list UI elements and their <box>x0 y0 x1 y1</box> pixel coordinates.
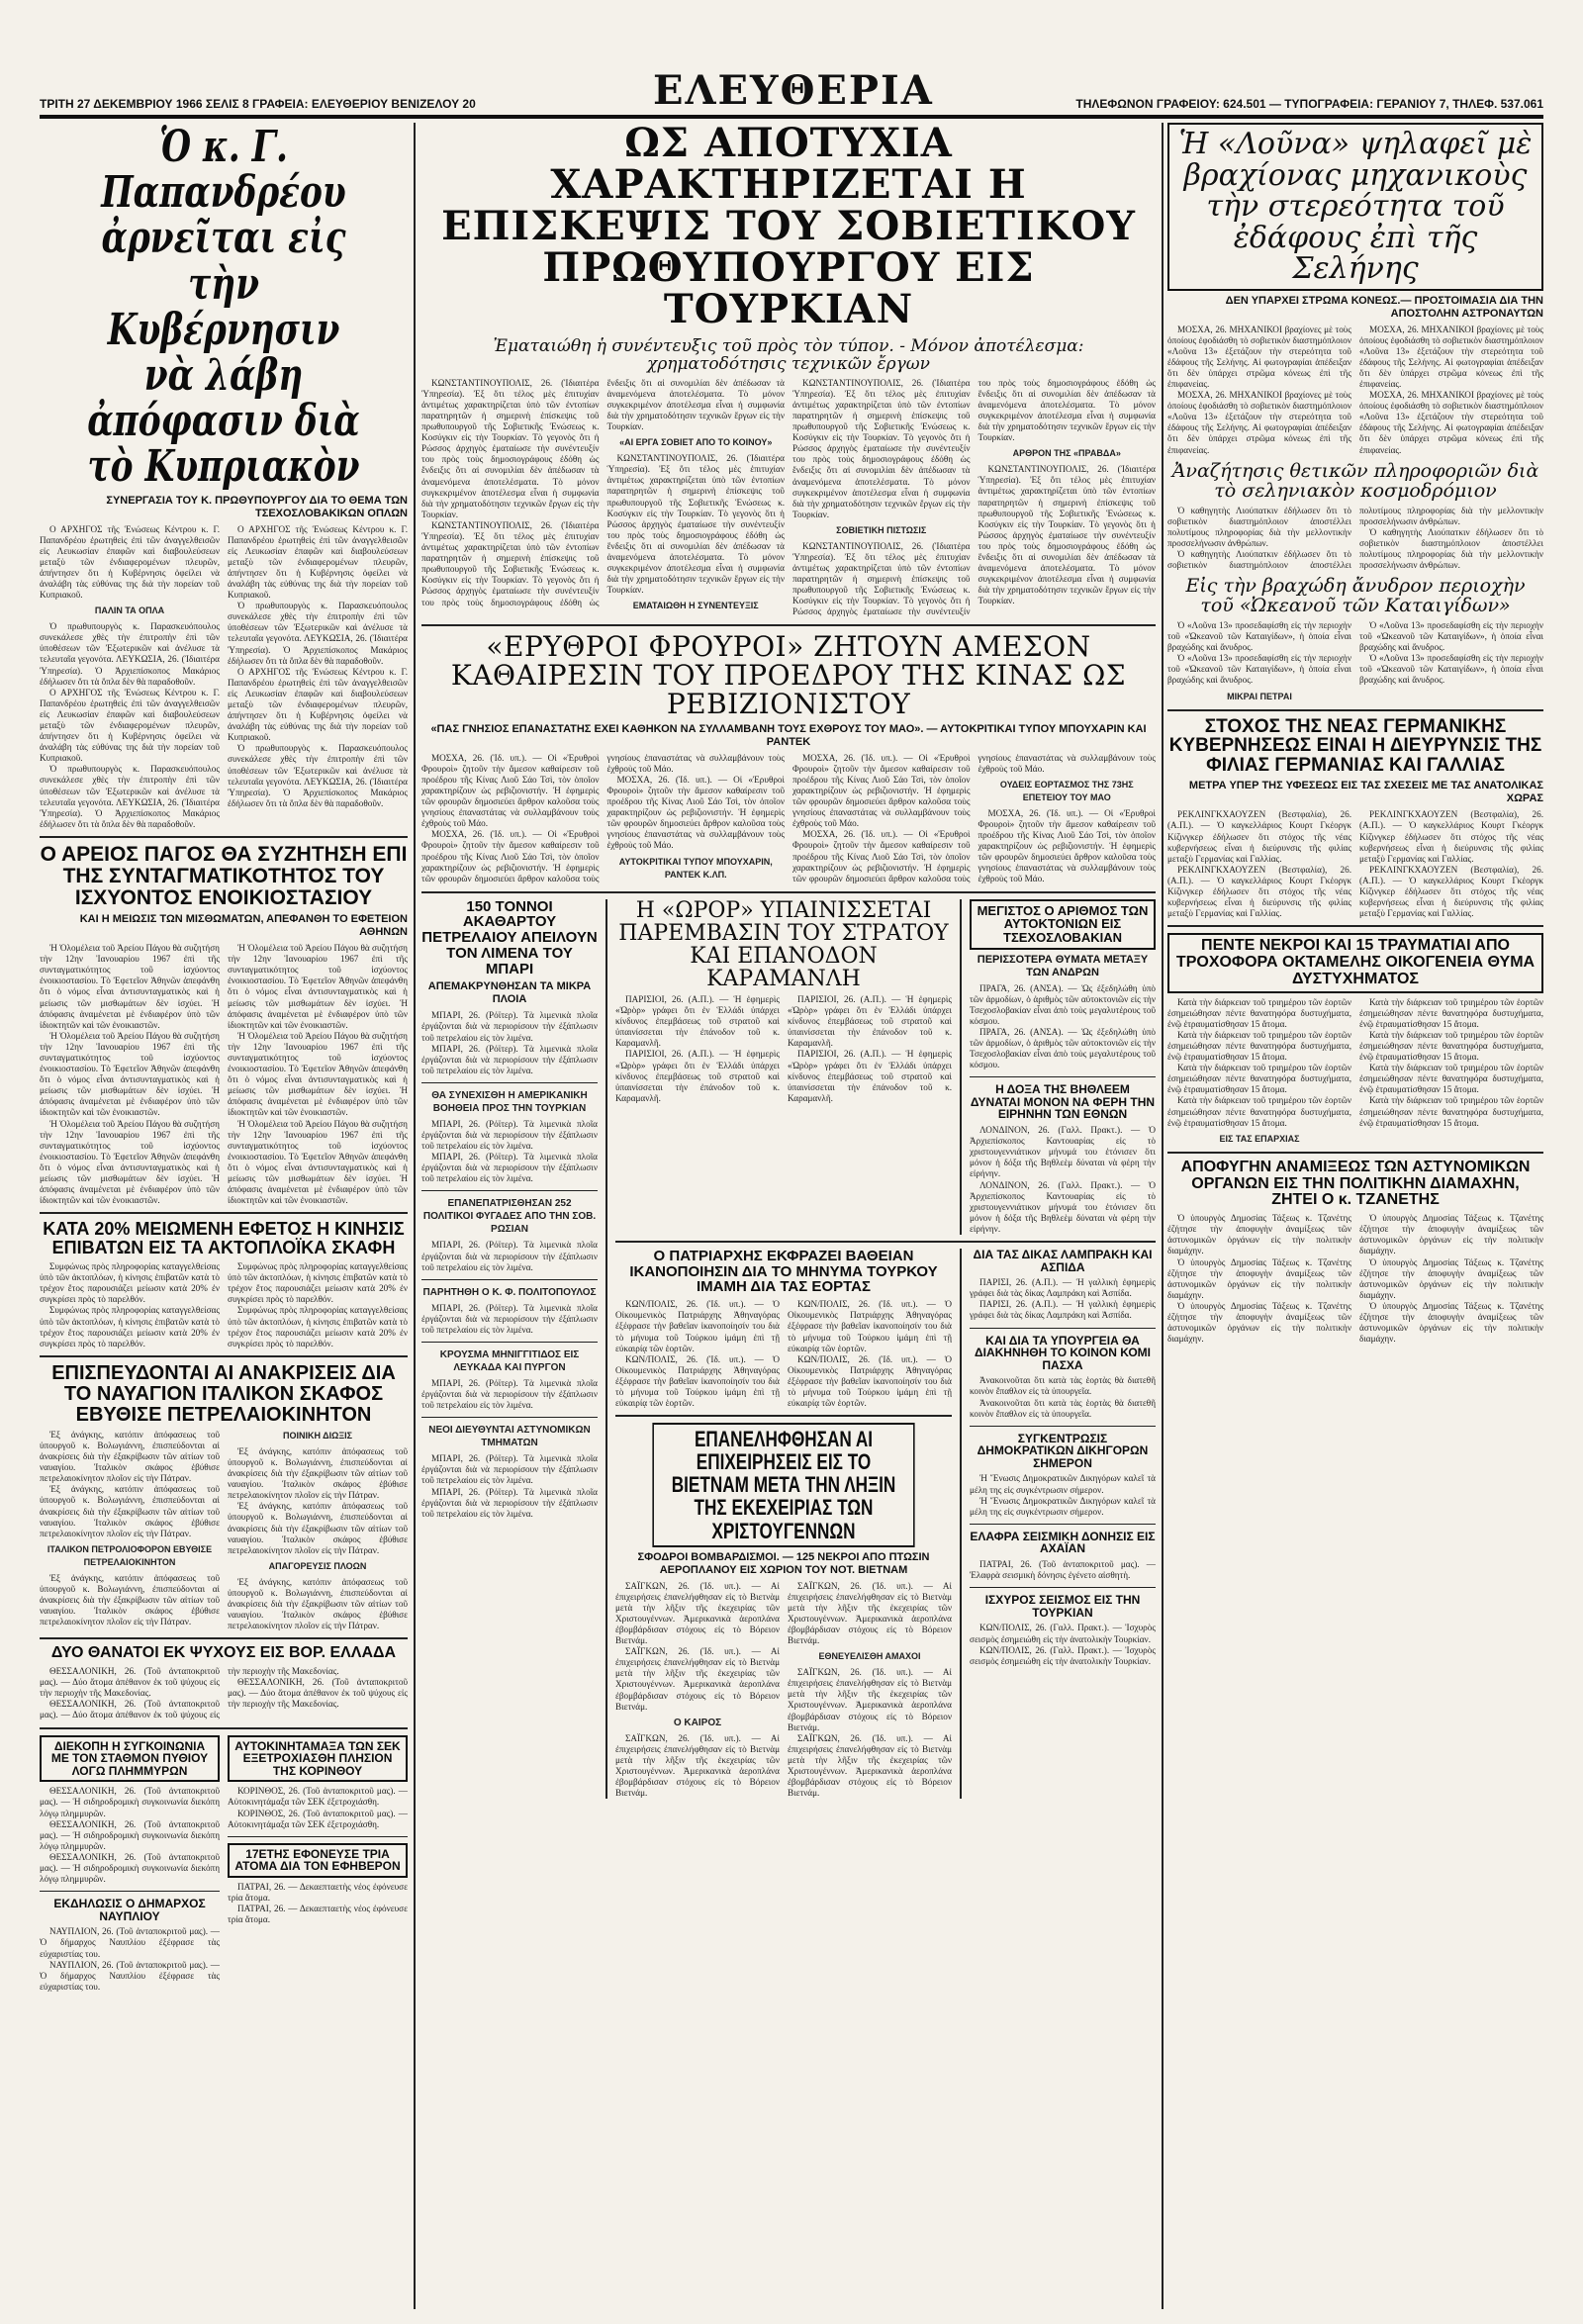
headline-ministries: ΚΑΙ ΔΙΑ ΤΑ ΥΠΟΥΡΓΕΙΑ ΘΑ ΔΙΑΚΗΝΗΘΗ ΤΟ ΚΟΙΝΟΝ ΚΟΜΙ ΠΑΣΧΑ <box>975 1333 1151 1372</box>
divider <box>228 1836 408 1837</box>
article-storms-ocean <box>1167 620 1543 703</box>
article-kosygin-p6: ΚΩΝΣΤΑΝΤΙΝΟΥΠΟΛΙΣ, 26. (Ἰδιαιτέρα Ὑπηρεσία). Ἐξ ὅτι τέλος μὲς ἐπιτυχίαν ἀντιμέτως χαρακτηρίζεται ὑπὸ τῶν ἐντοπίων παρατηρητῶν ἡ σημερινὴ ἐπίσκεψις τοῦ πρωθυπουργοῦ τῆς Σοβιετικῆς Ἑνώσεως κ. Κοσύγκιν εἰς τὴν Τουρκίαν. Τὸ γεγονὸς ὅτι ἡ Ρώσσος ἀρχηγὸς ἐματαίωσε τὴν συνέντευξίν του πρὸς τοὺς δημοσιογράφους ἐδόθη ὡς ἕνδειξις ὅτι αἱ συνομιλίαι δὲν ἀπέδωσαν τὰ ἀναμενόμενα ἀποτελέσματα. Τὸ μόνον συγκεκριμένον ἀποτέλεσμα εἶναι ἡ συμφωνία διὰ τὴν χρηματοδότησιν τεχνικῶν ἔργων εἰς τὴν Τουρκίαν. <box>978 464 1156 606</box>
article-bethlehem <box>970 1125 1156 1235</box>
article-storms-ocean-p1: Ὁ «Λοῦνα 13» προσεδαφίσθη εἰς τὴν περιοχὴν τοῦ «Ὠκεανοῦ τῶν Καταιγίδων», ἡ ὁποία εἶναι βραχώδης καὶ ἄνυδρος. <box>1167 619 1351 653</box>
article-aurore-p4: ΠΑΡΙΣΙΟΙ, 26. (Α.Π.). — Ἡ ἐφημερὶς «Ὡρὸρ» γράφει ὅτι ἐν Ἑλλάδι ὑπάρχει κίνδυνος ἐπεμβάσεως τοῦ στρατοῦ καὶ ὑπαινίσσεται τὴν ἐπάνοδον τοῦ κ. Καραμανλῆ. <box>788 1049 952 1103</box>
article-luna-p2: ΜΟΣΧΑ, 26. ΜΗΧΑΝΙΚΟΙ βραχίονες μὲ τοὺς ὁποίους ἐφοδιάσθη τὸ σοβιετικὸν διαστημόπλοιον «Λοῦνα 13» ἐξετάζουν τὴν στερεότητα τοῦ ἐδάφους τῆς Σελήνης. Αἱ φωτογραφίαι ἀπέδειξαν ὅτι δὲν ὑπάρχει στρῶμα κόνεως ἐπὶ τῆς ἐπιφανείας. <box>1167 390 1351 455</box>
article-railcar-p2: ΚΟΡΙΝΘΟΣ, 26. (Τοῦ ἀνταποκριτοῦ μας). — Αὐτοκινητάμαξα τῶν ΣΕΚ ἐξετροχιάσθη. <box>228 1808 408 1829</box>
article-passengers-p4: Συμφώνως πρὸς πληροφορίας καταγγελθείσας ὑπὸ τῶν ἀκτοπλόων, ἡ κίνησις ἐπιβατῶν κατὰ τὸ τρέχον ἔτος παρουσιάζει μείωσιν κατὰ 20% ἐν συγκρίσει πρὸς τὸ παρελθόν. <box>228 1305 408 1348</box>
masthead-right: ΤΗΛΕΦΩΝΟΝ ΓΡΑΦΕΙΟΥ: 624.501 — ΤΥΠΟΓΡΑΦΕΙΑ: ΓΕΡΑΝΙΟΥ 7, ΤΗΛΕΦ. 537.061 <box>1075 97 1543 111</box>
divider <box>970 1524 1156 1525</box>
article-aurore-p2: ΠΑΡΙΣΙΟΙ, 26. (Α.Π.). — Ἡ ἐφημερὶς «Ὡρὸρ» γράφει ὅτι ἐν Ἑλλάδι ὑπάρχει κίνδυνος ἐπεμβάσεως τοῦ στρατοῦ καὶ ὑπαινίσσεται τὴν ἐπάνοδον τοῦ κ. Καραμανλῆ. <box>615 1049 780 1103</box>
article-patriarch-p2: ΚΩΝ/ΠΟΛΙΣ, 26. (Ἰδ. υπ.). — Ὁ Οἰκουμενικὸς Πατριάρχης Ἀθηναγόρας ἐξέφρασε τὴν βαθεῖαν ἱκανοποίησίν του διὰ τὸ μήνυμα τοῦ Τούρκου ἰμάμη ἐπὶ τῇ εὐκαιρίᾳ τῶν ἑορτῶν. <box>615 1353 780 1409</box>
article-areios-pagos-p2: Ἡ Ὁλομέλεια τοῦ Ἀρείου Πάγου θὰ συζητήση τὴν 12ην Ἰανουαρίου 1967 ἐπὶ τῆς συνταγματικότητος τοῦ ἰσχύοντος ἐνοικιοστασίου. Τὸ Ἐφετεῖον Ἀθηνῶν ἀπεφάνθη ὅτι ὁ νόμος εἶναι ἀντισυνταγματικὸς καὶ ἡ μείωσις τῶν μισθωμάτων δὲν ἰσχύει. Ἡ ἀπόφασις ἀναμένεται μὲ ἐνδιαφέρον ὑπὸ τῶν ἰδιοκτητῶν καὶ τῶν ἐνοικιαστῶν. <box>40 1030 220 1118</box>
divider <box>40 1727 408 1729</box>
article-papandreou-p3: Ο ΑΡΧΗΓΟΣ τῆς Ἑνώσεως Κέντρου κ. Γ. Παπανδρέου ἐρωτηθεὶς ἐπὶ τῶν ἀναγγελθεισῶν εἰς Λευκωσίαν ἐπαφῶν καὶ διαβουλεύσεων μεταξὺ τῶν ἐνδιαφερομένων πλευρῶν, ἀπήντησεν ὅτι ἡ Κυβέρνησις ὀφείλει νὰ ἀναλάβη τὰς εὐθύνας της διὰ τὴν πορείαν τοῦ Κυπριακοῦ. <box>40 687 220 764</box>
article-areios-pagos-p5: Ἡ Ὁλομέλεια τοῦ Ἀρείου Πάγου θὰ συζητήση τὴν 12ην Ἰανουαρίου 1967 ἐπὶ τῆς συνταγματικότητος τοῦ ἰσχύοντος ἐνοικιοστασίου. Τὸ Ἐφετεῖον Ἀθηνῶν ἀπεφάνθη ὅτι ὁ νόμος εἶναι ἀντισυνταγματικὸς καὶ ἡ μείωσις τῶν μισθωμάτων δὲν ἰσχύει. Ἡ ἀπόφασις ἀναμένεται μὲ ἐνδιαφέρον ὑπὸ τῶν ἰδιοκτητῶν καὶ τῶν ἐνοικιαστῶν. <box>228 1030 408 1118</box>
subhead-papandreou: ΣΥΝΕΡΓΑΣΙΑ ΤΟΥ Κ. ΠΡΩΘΥΠΟΥΡΓΟΥ ΔΙΑ ΤΟ ΘΕΜΑ ΤΩΝ ΤΣΕΧΟΣΛΟΒΑΚΙΚΩΝ ΟΠΛΩΝ <box>106 494 408 519</box>
headline-traffic-deaths: ΠΕΝΤΕ ΝΕΚΡΟΙ ΚΑΙ 15 ΤΡΑΥΜΑΤΙΑΙ ΑΠΟ ΤΡΟΧΟΦΟΡΑ ΟΚΤΑΜΕΛΗΣ ΟΙΚΟΓΕΝΕΙΑ ΘΥΜΑ ΔΥΣΤΥΧΗΜΑΤΟΣ <box>1167 933 1543 992</box>
article-bethlehem-p1: ΛΟΝΔΙΝΟΝ, 26. (Γαλλ. Πρακτ.). — Ὁ Ἀρχιεπίσκοπος Καντουαρίας εἰς τὸ χριστουγεννιάτικον μήνυμά του ἐτόνισεν ὅτι μόνον ἡ δόξα τῆς Βηθλεὲμ δύναται νὰ φέρη τὴν εἰρήνην. <box>970 1125 1156 1179</box>
article-aurore-p1: ΠΑΡΙΣΙΟΙ, 26. (Α.Π.). — Ἡ ἐφημερὶς «Ὡρὸρ» γράφει ὅτι ἐν Ἑλλάδι ὑπάρχει κίνδυνος ἐπεμβάσεως τοῦ στρατοῦ καὶ ὑπαινίσσεται τὴν ἐπάνοδον τοῦ κ. Καραμανλῆ. <box>615 993 780 1049</box>
subhead-areios-pagos: ΚΑΙ Η ΜΕΙΩΣΙΣ ΤΩΝ ΜΙΣΘΩΜΑΤΩΝ, ΑΠΕΦΑΝΘΗ ΤΟ ΕΦΕΤΕΙΟΝ ΑΘΗΝΩΝ <box>79 913 408 939</box>
article-ministries <box>970 1375 1156 1419</box>
article-bethlehem-p2: ΛΟΝΔΙΝΟΝ, 26. (Γαλλ. Πρακτ.). — Ὁ Ἀρχιεπίσκοπος Καντουαρίας εἰς τὸ χριστουγεννιάτικον μήνυμά του ἐτόνισεν ὅτι μόνον ἡ δόξα τῆς Βηθλεὲμ δύναται νὰ φέρη τὴν εἰρήνην. <box>970 1179 1156 1234</box>
subhead-provinces: ΕΙΣ ΤΑΣ ΕΠΑΡΧΙΑΣ <box>1219 1133 1300 1144</box>
headline-patriarch: Ο ΠΑΤΡΙΑΡΧΗΣ ΕΚΦΡΑΖΕΙ ΒΑΘΕΙΑΝ ΙΚΑΝΟΠΟΙΗΣΙΝ ΔΙΑ ΤΟ ΜΗΝΥΜΑ ΤΟΥΡΚΟΥ ΙΜΑΜΗ ΔΙΑ ΤΑΣ ΕΟΡΤΑΣ <box>629 1247 938 1296</box>
col4-lower <box>970 1249 1156 1799</box>
subhead-small-stones: ΜΙΚΡΑΙ ΠΕΤΡΑΙ <box>1227 691 1292 701</box>
article-papandreou-p2: Ὁ πρωθυπουργὸς κ. Παρασκευόπουλος συνεκάλεσε χθὲς τὴν ἐπιτροπὴν ἐπὶ τῶν ὑποθέσεων τῶν Ἐξωτερικῶν καὶ ἀνέλυσε τὰ τελευταῖα γεγονότα. ΛΕΥΚΩΣΙΑ, 26. (Ἰδιαιτέρα Ὑπηρεσία). Ὁ Ἀρχιεπίσκοπος Μακάριος ἐδήλωσεν ὅτι τὰ ὅπλα δὲν θὰ παραδοθοῦν. <box>40 621 220 687</box>
article-traffic-deaths-p5: Κατὰ τὴν διάρκειαν τοῦ τριημέρου τῶν ἑορτῶν ἐσημειώθησαν πέντε θανατηφόρα δυστυχήματα, ἐνῷ ἐτραυματίσθησαν 15 ἄτομα. <box>1359 996 1543 1029</box>
article-areios-pagos-p1: Ἡ Ὁλομέλεια τοῦ Ἀρείου Πάγου θὰ συζητήση τὴν 12ην Ἰανουαρίου 1967 ἐπὶ τῆς συνταγματικότητος τοῦ ἰσχύοντος ἐνοικιοστασίου. Τὸ Ἐφετεῖον Ἀθηνῶν ἀπεφάνθη ὅτι ὁ νόμος εἶναι ἀντισυνταγματικὸς καὶ ἡ μείωσις τῶν μισθωμάτων δὲν ἰσχύει. Ἡ ἀπόφασις ἀναμένεται μὲ ἐνδιαφέρον ὑπὸ τῶν ἰδιοκτητῶν καὶ τῶν ἐνοικιαστῶν. <box>40 943 220 1030</box>
divider <box>421 891 1156 893</box>
article-german-govt-p4: ΡΕΚΛΙΝΓΚΧΑΟΥΖΕΝ (Βεστφαλία), 26. (Α.Π.). — Ὁ καγκελλάριος Κουρτ Γκέοργκ Κίζινγκερ ἐδήλωσεν ὅτι στόχος τῆς νέας κυβερνήσεως εἶναι ἡ διεύρυνσις τῆς φιλίας μεταξὺ Γερμανίας καὶ Γαλλίας. <box>1359 864 1543 919</box>
divider <box>421 1342 598 1343</box>
article-floods <box>40 1786 220 1885</box>
article-vietnam-p3: ΣΑΪΓΚΩΝ, 26. (Ἰδ. υπ.). — Αἱ ἐπιχειρήσεις ἐπανελήφθησαν εἰς τὸ Βιετνὰμ μετὰ τὴν λῆξιν τῆς ἐκεχειρίας τῶν Χριστουγέννων. Ἀμερικανικὰ ἀεροπλάνα ἐβομβάρδισαν στόχους εἰς τὸ Βόρειον Βιετνάμ. <box>615 1732 780 1799</box>
headline-cold-deaths: ΔΥΟ ΘΑΝΑΤΟΙ ΕΚ ΨΥΧΟΥΣ ΕΙΣ ΒΟΡ. ΕΛΛΑΔΑ <box>50 1644 397 1662</box>
article-bari-oil <box>421 1010 598 1520</box>
newspaper-title: ΕΛΕΥΘΕΡΙΑ <box>653 67 934 114</box>
masthead-rule <box>40 115 1543 119</box>
article-luna-p4: ΜΟΣΧΑ, 26. ΜΗΧΑΝΙΚΟΙ βραχίονες μὲ τοὺς ὁποίους ἐφοδιάσθη τὸ σοβιετικὸν διαστημόπλοιον «Λοῦνα 13» ἐξετάζουν τὴν στερεότητα τοῦ ἐδάφους τῆς Σελήνης. Αἱ φωτογραφίαι ἀπέδειξαν ὅτι δὲν ὑπάρχει στρῶμα κόνεως ἐπὶ τῆς ἐπιφανείας. <box>1359 390 1543 455</box>
column-center <box>421 123 1156 2309</box>
article-vietnam-p6: ΣΑΪΓΚΩΝ, 26. (Ἰδ. υπ.). — Αἱ ἐπιχειρήσεις ἐπανελήφθησαν εἰς τὸ Βιετνὰμ μετὰ τὴν λῆξιν τῆς ἐκεχειρίας τῶν Χριστουγέννων. Ἀμερικανικὰ ἀεροπλάνα ἐβομβάρδισαν στόχους εἰς τὸ Βόρειον Βιετνάμ. <box>788 1732 952 1799</box>
subhead-soviet-credit: ΣΟΒΙΕΤΙΚΗ ΠΙΣΤΩΣΙΣ <box>836 524 927 535</box>
column-rule-center <box>605 899 607 1800</box>
headline-bari-oil: 150 ΤΟΝΝΟΙ ΑΚΑΘΑΡΤΟΥ ΠΕΤΡΕΛΑΙΟΥ ΑΠΕΙΛΟΥΝ ΤΟΝ ΛΙΜΕΝΑ ΤΟΥ ΜΠΑΡΙ <box>421 897 598 977</box>
article-vietnam-p2: ΣΑΪΓΚΩΝ, 26. (Ἰδ. υπ.). — Αἱ ἐπιχειρήσεις ἐπανελήφθησαν εἰς τὸ Βιετνὰμ μετὰ τὴν λῆξιν τῆς ἐκεχειρίας τῶν Χριστουγέννων. Ἀμερικανικὰ ἀεροπλάνα ἐβομβάρδισαν στόχους εἰς τὸ Βόρειον Βιετνάμ. <box>615 1646 780 1712</box>
headline-suicides: ΜΕΓΙΣΤΟΣ Ο ΑΡΙΘΜΟΣ ΤΩΝ ΑΥΤΟΚΤΟΝΙΩΝ ΕΙΣ ΤΣΕΧΟΣΛΟΒΑΚΙΑΝ <box>970 899 1156 950</box>
article-suicides-p1: ΠΡΑΓΑ, 26. (ΑΝΣΑ). — Ὡς ἐξεδηλώθη ὑπὸ τῶν ἀρμοδίων, ὁ ἀριθμὸς τῶν αὐτοκτονιῶν εἰς τὴν Τσεχοσλοβακίαν εἶναι ἀπὸ τοὺς μεγαλυτέρους τοῦ κόσμου. <box>970 982 1156 1026</box>
article-kosygin-p1: ΚΩΝΣΤΑΝΤΙΝΟΥΠΟΛΙΣ, 26. (Ἰδιαιτέρα Ὑπηρεσία). Ἐξ ὅτι τέλος μὲς ἐπιτυχίαν ἀντιμέτως χαρακτηρίζεται ὑπὸ τῶν ἐντοπίων παρατηρητῶν ἡ σημερινὴ ἐπίσκεψις τοῦ πρωθυπουργοῦ τῆς Σοβιετικῆς Ἑνώσεως κ. Κοσύγκιν εἰς τὴν Τουρκίαν. Τὸ γεγονὸς ὅτι ἡ Ρώσσος ἀρχηγὸς ἐματαίωσε τὴν συνέντευξίν του πρὸς τοὺς δημοσιογράφους ἐδόθη ὡς ἕνδειξις ὅτι αἱ συνομιλίαι δὲν ἀπέδωσαν τὰ ἀναμενόμενα ἀποτελέσματα. Τὸ μόνον συγκεκριμένον ἀποτέλεσμα εἶναι ἡ συμφωνία διὰ τὴν χρηματοδότησιν τεχνικῶν ἔργων εἰς τὴν Τουρκίαν. <box>421 377 600 519</box>
article-lawyers <box>970 1473 1156 1517</box>
subhead-ban: ΑΠΑΓΟΡΕΥΣΙΣ ΠΛΟΩΝ <box>268 1560 367 1571</box>
article-resignation-p1: ΜΠΑΡΙ, 26. (Ρόϊτερ). Τὰ λιμενικὰ πλοῖα ἐργάζονται διὰ νὰ περιορίσουν τὴν ἐξάπλωσιν τοῦ πετρελαίου εἰς τὸν λιμένα. <box>421 1302 598 1335</box>
article-lunar-info-p1: Ὁ καθηγητὴς Λιούπατκιν ἐδήλωσεν ὅτι τὸ σοβιετικὸν διαστημόπλοιον ἀποστέλλει πολυτίμους πληροφορίας διὰ τὴν μελλοντικὴν προσσελήνωσιν ἀνθρώπων. <box>1167 505 1351 548</box>
subhead-bari-oil: ΑΠΕΜΑΚΡΥΝΘΗΣΑΝ ΤΑ ΜΙΚΡΑ ΠΛΟΙΑ <box>427 980 592 1006</box>
column-rule-inner <box>960 899 962 1235</box>
article-storms-ocean-p4: Ὁ «Λοῦνα 13» προσεδαφίσθη εἰς τὴν περιοχὴν τοῦ «Ὠκεανοῦ τῶν Καταιγίδων», ἡ ὁποία εἶναι βραχώδης καὶ ἄνυδρος. <box>1359 653 1543 686</box>
article-vietnam <box>615 1581 952 1800</box>
article-quake-turkey-p2: ΚΩΝ/ΠΟΛΙΣ, 26. (Γαλλ. Πρακτ.). — Ἰσχυρὸς σεισμὸς ἐσημειώθη εἰς τὴν ἀνατολικὴν Τουρκίαν. <box>970 1644 1156 1666</box>
headline-nafplio: ΕΚΔΗΛΩΣΙΣ Ο ΔΗΜΑΡΧΟΣ ΝΑΥΠΛΙΟΥ <box>53 1897 206 1923</box>
article-kosygin-p5: ΚΩΝΣΤΑΝΤΙΝΟΥΠΟΛΙΣ, 26. (Ἰδιαιτέρα Ὑπηρεσία). Ἐξ ὅτι τέλος μὲς ἐπιτυχίαν ἀντιμέτως χαρακτηρίζεται ὑπὸ τῶν ἐντοπίων παρατηρητῶν ἡ σημερινὴ ἐπίσκεψις τοῦ πρωθυπουργοῦ τῆς Σοβιετικῆς Ἑνώσεως κ. Κοσύγκιν εἰς τὴν Τουρκίαν. Τὸ γεγονὸς ὅτι ἡ Ρώσσος ἀρχηγὸς ἐματαίωσε τὴν συνέντευξίν του πρὸς τοὺς δημοσιογράφους ἐδόθη ὡς ἕνδειξις ὅτι αἱ συνομιλίαι δὲν ἀπέδωσαν τὰ ἀναμενόμενα ἀποτελέσματα. Τὸ μόνον συγκεκριμένον ἀποτέλεσμα εἶναι ἡ συμφωνία διὰ τὴν χρηματοδότησιν τεχνικῶν ἔργων εἰς τὴν Τουρκίαν. <box>792 377 1156 617</box>
article-shipwreck-p5: Ἐξ ἀνάγκης, κατόπιν ἀπόφασεως τοῦ ὑπουργοῦ κ. Βολωγιάννη, ἐπισπεύδονται αἱ ἀνακρίσεις διὰ τὴν ἐξακρίβωσιν τῶν αἰτίων τοῦ ναυαγίου. Ἰταλικὸν σκάφος ἐβύθισε πετρελαιοκίνητον πλοῖον εἰς τὴν Πάτραν. <box>228 1501 408 1555</box>
divider <box>421 1417 598 1418</box>
subhead-pravda: ΑΡΘΡΟΝ ΤΗΣ «ΠΡΑΒΔΑ» <box>1012 448 1121 459</box>
headline-storms-ocean: Εἰς τὴν βραχώδη ἄνυδρον περιοχὴν τοῦ «Ὠκεανοῦ τῶν Καταιγίδων» <box>1185 575 1526 616</box>
article-traffic-deaths-p6: Κατὰ τὴν διάρκειαν τοῦ τριημέρου τῶν ἑορτῶν ἐσημειώθησαν πέντε θανατηφόρα δυστυχήματα, ἐνῷ ἐτραυματίσθησαν 15 ἄτομα. <box>1359 1029 1543 1063</box>
column-left <box>40 123 408 2309</box>
headline-lunar-info: Ἀναζήτησις θετικῶν πληροφοριῶν διὰ τὸ σεληνιακὸν κοσμοδρόμιον <box>1171 459 1539 502</box>
article-vietnam-p1: ΣΑΪΓΚΩΝ, 26. (Ἰδ. υπ.). — Αἱ ἐπιχειρήσεις ἐπανελήφθησαν εἰς τὸ Βιετνὰμ μετὰ τὴν λῆξιν τῆς ἐκεχειρίας τῶν Χριστουγέννων. Ἀμερικανικὰ ἀεροπλάνα ἐβομβάρδισαν στόχους εἰς τὸ Βόρειον Βιετνάμ. <box>615 1580 780 1646</box>
article-ministries-p1: Ἀνακοινοῦται ὅτι κατὰ τὰς ἑορτὰς θὰ διατεθῆ κοινὸν ἔπαθλον εἰς τὰ ὑπουργεῖα. <box>970 1375 1156 1397</box>
article-floods-p1: ΘΕΣΣΑΛΟΝΙΚΗ, 26. (Τοῦ ἀνταποκριτοῦ μας). — Ἡ σιδηροδρομικὴ συγκοινωνία διεκόπη λόγῳ πλημμυρῶν. <box>40 1786 220 1818</box>
article-us-aid-p2: ΜΠΑΡΙ, 26. (Ρόϊτερ). Τὰ λιμενικὰ πλοῖα ἐργάζονται διὰ νὰ περιορίσουν τὴν ἐξάπλωσιν τοῦ πετρελαίου εἰς τὸν λιμένα. <box>421 1152 598 1184</box>
article-passengers-p1: Συμφώνως πρὸς πληροφορίας καταγγελθείσας ὑπὸ τῶν ἀκτοπλόων, ἡ κίνησις ἐπιβατῶν κατὰ τὸ τρέχον ἔτος παρουσιάζει μείωσιν κατὰ 20% ἐν συγκρίσει πρὸς τὸ παρελθόν. <box>40 1261 220 1305</box>
article-nafplio <box>40 1926 220 1993</box>
article-meningitis-p1: ΜΠΑΡΙ, 26. (Ρόϊτερ). Τὰ λιμενικὰ πλοῖα ἐργάζονται διὰ νὰ περιορίσουν τὴν ἐξάπλωσιν τοῦ πετρελαίου εἰς τὸν λιμένα. <box>421 1378 598 1411</box>
article-areios-pagos <box>40 943 408 1206</box>
article-passengers-p3: Συμφώνως πρὸς πληροφορίας καταγγελθείσας ὑπὸ τῶν ἀκτοπλόων, ἡ κίνησις ἐπιβατῶν κατὰ τὸ τρέχον ἔτος παρουσιάζει μείωσιν κατὰ 20% ἐν συγκρίσει πρὸς τὸ παρελθόν. <box>228 1261 408 1305</box>
center-lower-split <box>421 899 1156 1800</box>
article-tzanetis-p3: Ὁ ὑπουργὸς Δημοσίας Τάξεως κ. Τζανέτης ἐζήτησε τὴν ἀποφυγὴν ἀναμίξεως τῶν ἀστυνομικῶν ὀργάνων εἰς τὴν πολιτικὴν διαμάχην. <box>1167 1300 1351 1345</box>
divider <box>615 1241 1156 1243</box>
article-patriarch-p3: ΚΩΝ/ΠΟΛΙΣ, 26. (Ἰδ. υπ.). — Ὁ Οἰκουμενικὸς Πατριάρχης Ἀθηναγόρας ἐξέφρασε τὴν βαθεῖαν ἱκανοποίησίν του διὰ τὸ μήνυμα τοῦ Τούρκου ἰμάμη ἐπὶ τῇ εὐκαιρίᾳ τῶν ἑορτῶν. <box>788 1299 952 1353</box>
article-kosygin <box>421 378 1156 618</box>
col4-top <box>970 899 1156 1235</box>
center-lower-right <box>615 899 1156 1800</box>
article-kosygin-p4: ΚΩΝΣΤΑΝΤΙΝΟΥΠΟΛΙΣ, 26. (Ἰδιαιτέρα Ὑπηρεσία). Ἐξ ὅτι τέλος μὲς ἐπιτυχίαν ἀντιμέτως χαρακτηρίζεται ὑπὸ τῶν ἐντοπίων παρατηρητῶν ἡ σημερινὴ ἐπίσκεψις τοῦ πρωθυπουργοῦ τῆς Σοβιετικῆς Ἑνώσεως κ. Κοσύγκιν εἰς τὴν Τουρκίαν. Τὸ γεγονὸς ὅτι ἡ Ρώσσος ἀρχηγὸς ἐματαίωσε τὴν συνέντευξίν του πρὸς τοὺς δημοσιογράφους ἐδόθη ὡς ἕνδειξις ὅτι αἱ συνομιλίαι δὲν ἀπέδωσαν τὰ ἀναμενόμενα ἀποτελέσματα. Τὸ μόνον συγκεκριμένον ἀποτέλεσμα εἶναι ἡ συμφωνία διὰ τὴν χρηματοδότησιν τεχνικῶν ἔργων εἰς τὴν Τουρκίαν. <box>792 377 971 519</box>
railcar-block <box>228 1735 408 1993</box>
subhead-self-criticism: ΑΥΤΟΚΡΙΤΙΚΑΙ ΤΥΠΟΥ ΜΠΟΥΧΑΡΙΝ, ΡΑΝΤΕΚ Κ.ΛΠ. <box>618 856 773 880</box>
subhead-vietnam: ΣΦΟΔΡΟΙ ΒΟΜΒΑΡΔΙΣΜΟΙ. — 125 ΝΕΚΡΟΙ ΑΠΟ ΠΤΩΣΙΝ ΑΕΡΟΠΛΑΝΟΥ ΕΙΣ ΧΩΡΙΟΝ ΤΟΥ ΝΟΤ. ΒΙΕΤΝΑΜ <box>637 1550 930 1576</box>
subhead-suicides: ΠΕΡΙΣΣΟΤΕΡΑ ΘΥΜΑΤΑ ΜΕΤΑΞΥ ΤΩΝ ΑΝΔΡΩΝ <box>977 953 1149 978</box>
divider <box>40 1637 408 1639</box>
article-patriarch-p1: ΚΩΝ/ΠΟΛΙΣ, 26. (Ἰδ. υπ.). — Ὁ Οἰκουμενικὸς Πατριάρχης Ἀθηναγόρας ἐξέφρασε τὴν βαθεῖαν ἱκανοποίησίν του διὰ τὸ μήνυμα τοῦ Τούρκου ἰμάμη ἐπὶ τῇ εὐκαιρίᾳ τῶν ἑορτῶν. <box>615 1299 780 1353</box>
article-cold-deaths-p2: ΘΕΣΣΑΛΟΝΙΚΗ, 26. (Τοῦ ἀνταποκριτοῦ μας). — Δύο ἄτομα ἀπέθανον ἐκ τοῦ ψύχους εἰς τὴν περιοχὴν τῆς Μακεδονίας. <box>40 1666 339 1720</box>
article-german-govt-p2: ΡΕΚΛΙΝΓΚΧΑΟΥΖΕΝ (Βεστφαλία), 26. (Α.Π.). — Ὁ καγκελλάριος Κουρτ Γκέοργκ Κίζινγκερ ἐδήλωσεν ὅτι στόχος τῆς νέας κυβερνήσεως εἶναι ἡ διεύρυνσις τῆς φιλίας μεταξὺ Γερμανίας καὶ Γαλλίας. <box>1167 864 1351 919</box>
aurore-block <box>615 899 952 1235</box>
article-aurore <box>615 994 952 1104</box>
article-cold-deaths <box>40 1666 408 1720</box>
headline-areios-pagos: Ο ΑΡΕΙΟΣ ΠΑΓΟΣ ΘΑ ΣΥΖΗΤΗΣΗ ΕΠΙ ΤΗΣ ΣΥΝΤΑΓΜΑΤΙΚΟΤΗΤΟΣ ΤΟΥ ΙΣΧΥΟΝΤΟΣ ΕΝΟΙΚΙΟΣΤΑΣΙΟΥ <box>40 842 408 910</box>
article-german-govt-p1: ΡΕΚΛΙΝΓΚΧΑΟΥΖΕΝ (Βεστφαλία), 26. (Α.Π.). — Ὁ καγκελλάριος Κουρτ Γκέοργκ Κίζινγκερ ἐδήλωσεν ὅτι στόχος τῆς νέας κυβερνήσεως εἶναι ἡ διεύρυνσις τῆς φιλίας μεταξὺ Γερμανίας καὶ Γαλλίας. <box>1167 809 1351 864</box>
article-papandreou-p8: Ὁ πρωθυπουργὸς κ. Παρασκευόπουλος συνεκάλεσε χθὲς τὴν ἐπιτροπὴν ἐπὶ τῶν ὑποθέσεων τῶν Ἐξωτερικῶν καὶ ἀνέλυσε τὰ τελευταῖα γεγονότα. ΛΕΥΚΩΣΙΑ, 26. (Ἰδιαιτέρα Ὑπηρεσία). Ὁ Ἀρχιεπίσκοπος Μακάριος ἐδήλωσεν ὅτι τὰ ὅπλα δὲν θὰ παραδοθοῦν. <box>228 743 408 808</box>
subhead-prosecution: ΠΟΙΝΙΚΗ ΔΙΩΞΙΣ <box>282 1430 353 1441</box>
article-luna-p1: ΜΟΣΧΑ, 26. ΜΗΧΑΝΙΚΟΙ βραχίονες μὲ τοὺς ὁποίους ἐφοδιάσθη τὸ σοβιετικὸν διαστημόπλοιον «Λοῦνα 13» ἐξετάζουν τὴν στερεότητα τοῦ ἐδάφους τῆς Σελήνης. Αἱ φωτογραφίαι ἀπέδειξαν ὅτι δὲν ὑπάρχει στρῶμα κόνεως ἐπὶ τῆς ἐπιφανείας. <box>1167 324 1351 389</box>
headline-papandreou: Ὁ κ. Γ. Παπανδρέου ἀρνεῖται εἰς τὴν Κυβέρνησιν νὰ λάβη ἀπόφασιν διὰ τὸ Κυπριακὸν <box>87 123 360 493</box>
article-police-directors-p1: ΜΠΑΡΙ, 26. (Ρόϊτερ). Τὰ λιμενικὰ πλοῖα ἐργάζονται διὰ νὰ περιορίσουν τὴν ἐξάπλωσιν τοῦ πετρελαίου εἰς τὸν λιμένα. <box>421 1453 598 1486</box>
center-lower-right-mid <box>615 1249 1156 1799</box>
article-lawyers-p2: Ἡ Ἕνωσις Δημοκρατικῶν Δικηγόρων καλεῖ τὰ μέλη της εἰς συγκέντρωσιν σήμερον. <box>970 1495 1156 1517</box>
article-kosygin-p2: ΚΩΝΣΤΑΝΤΙΝΟΥΠΟΛΙΣ, 26. (Ἰδιαιτέρα Ὑπηρεσία). Ἐξ ὅτι τέλος μὲς ἐπιτυχίαν ἀντιμέτως χαρακτηρίζεται ὑπὸ τῶν ἐντοπίων παρατηρητῶν ἡ σημερινὴ ἐπίσκεψις τοῦ πρωθυπουργοῦ τῆς Σοβιετικῆς Ἑνώσεως κ. Κοσύγκιν εἰς τὴν Τουρκίαν. Τὸ γεγονὸς ὅτι ἡ Ρώσσος ἀρχηγὸς ἐματαίωσε τὴν συνέντευξίν του πρὸς τοὺς δημοσιογράφους ἐδόθη ὡς ἕνδειξις ὅτι αἱ συνομιλίαι δὲν ἀπέδωσαν τὰ ἀναμενόμενα ἀποτελέσματα. Τὸ μόνον συγκεκριμένον ἀποτέλεσμα εἶναι ἡ συμφωνία διὰ τὴν χρηματοδότησιν τεχνικῶν ἔργων εἰς τὴν Τουρκίαν. <box>421 377 785 607</box>
article-suicides <box>970 983 1156 1071</box>
article-luna <box>1167 325 1543 456</box>
article-vietnam-p4: ΣΑΪΓΚΩΝ, 26. (Ἰδ. υπ.). — Αἱ ἐπιχειρήσεις ἐπανελήφθησαν εἰς τὸ Βιετνὰμ μετὰ τὴν λῆξιν τῆς ἐκεχειρίας τῶν Χριστουγέννων. Ἀμερικανικὰ ἀεροπλάνα ἐβομβάρδισαν στόχους εἰς τὸ Βόρειον Βιετνάμ. <box>788 1580 952 1646</box>
article-railcar <box>228 1786 408 1829</box>
headline-shipwreck: ΕΠΙΣΠΕΥΔΟΝΤΑΙ ΑΙ ΑΝΑΚΡΙΣΕΙΣ ΔΙΑ ΤΟ ΝΑΥΑΓΙΟΝ ΙΤΑΛΙΚΟΝ ΣΚΑΦΟΣ ΕΒΥΘΙΣΕ ΠΕΤΡΕΛΑΙΟΚΙΝΗΤΟΝ <box>51 1361 396 1426</box>
article-red-guards <box>421 753 1156 885</box>
headline-bethlehem: Η ΔΟΞΑ ΤΗΣ ΒΗΘΛΕΕΜ ΔΥΝΑΤΑΙ ΜΟΝΟΝ ΝΑ ΦΕΡΗ ΤΗΝ ΕΙΡΗΝΗΝ ΤΩΝ ΕΘΝΩΝ <box>970 1082 1156 1122</box>
divider <box>1167 1152 1543 1154</box>
headline-us-aid: ΘΑ ΣΥΝΕΧΙΣΘΗ Η ΑΜΕΡΙΚΑΝΙΚΗ ΒΟΗΘΕΙΑ ΠΡΟΣ ΤΗΝ ΤΟΥΡΚΙΑΝ <box>431 1089 588 1114</box>
article-quake-turkey <box>970 1623 1156 1666</box>
article-trials-p1: ΠΑΡΙΣΙ, 26. (Α.Π.). — Ἡ γαλλικὴ ἐφημερὶς γράφει διὰ τὰς δίκας Λαμπράκη καὶ Ἀσπίδα. <box>970 1277 1156 1299</box>
divider <box>615 1415 952 1417</box>
headline-quake-turkey: ΙΣΧΥΡΟΣ ΣΕΙΣΜΟΣ ΕΙΣ ΤΗΝ ΤΟΥΡΚΙΑΝ <box>984 1593 1141 1620</box>
subhead-mao-anniversary: ΟΥΔΕΙΣ ΕΟΡΤΑΣΜΟΣ ΤΗΣ 73ΗΣ ΕΠΕΤΕΙΟΥ ΤΟΥ ΜΑΟ <box>999 779 1134 802</box>
headline-aurore: Η «ΩΡΟΡ» ΥΠΑΙΝΙΣΣΕΤΑΙ ΠΑΡΕΜΒΑΣΙΝ ΤΟΥ ΣΤΡΑΤΟΥ ΚΑΙ ΕΠΑΝΟΔΟΝ ΚΑΡΑΜΑΝΛΗ <box>618 897 949 991</box>
center-lower-right-top <box>615 899 1156 1235</box>
article-tzanetis-p6: Ὁ ὑπουργὸς Δημοσίας Τάξεως κ. Τζανέτης ἐζήτησε τὴν ἀποφυγὴν ἀναμίξεως τῶν ἀστυνομικῶν ὀργάνων εἰς τὴν πολιτικὴν διαμάχην. <box>1359 1300 1543 1345</box>
subhead-kosygin: Ἐματαιώθη ἡ συνέντευξις τοῦ πρὸς τὸν τύπον. - Μόνον ἀποτέλεσμα: χρηματοδότησις τεχνικῶν ἔργων <box>493 336 1084 374</box>
article-quake-achaia-p1: ΠΑΤΡΑΙ, 26. (Τοῦ ἀνταποκριτοῦ μας). — Ἐλαφρὰ σεισμικὴ δόνησις ἐγένετο αἰσθητὴ. <box>970 1559 1156 1581</box>
column-right <box>1167 123 1543 2309</box>
article-papandreou-p7: Ο ΑΡΧΗΓΟΣ τῆς Ἑνώσεως Κέντρου κ. Γ. Παπανδρέου ἐρωτηθεὶς ἐπὶ τῶν ἀναγγελθεισῶν εἰς Λευκωσίαν ἐπαφῶν καὶ διαβουλεύσεων μεταξὺ τῶν ἐνδιαφερομένων πλευρῶν, ἀπήντησεν ὅτι ἡ Κυβέρνησις ὀφείλει νὰ ἀναλάβη τὰς εὐθύνας της διὰ τὴν πορείαν τοῦ Κυπριακοῦ. <box>228 666 408 743</box>
headline-police-directors: ΝΕΟΙ ΔΙΕΥΘΥΝΤΑΙ ΑΣΤΥΝΟΜΙΚΩΝ ΤΜΗΜΑΤΩΝ <box>428 1425 591 1449</box>
headline-floods: ΔΙΕΚΟΠΗ Η ΣΥΓΚΟΙΝΩΝΙΑ ΜΕ ΤΟΝ ΣΤΑΘΜΟΝ ΠΥΘΙΟΥ ΛΟΓΩ ΠΛΗΜΜΥΡΩΝ <box>40 1735 220 1783</box>
headline-kosygin: ΩΣ ΑΠΟΤΥΧΙΑ ΧΑΡΑΚΤΗΡΙΖΕΤΑΙ Η ΕΠΙΣΚΕΨΙΣ ΤΟΥ ΣΟΒΙΕΤΙΚΟΥ ΠΡΩΘΥΠΟΥΡΓΟΥ ΕΙΣ ΤΟΥΡΚΙΑΝ <box>441 123 1136 332</box>
subhead-weather: Ο ΚΑΙΡΟΣ <box>673 1717 722 1728</box>
subhead-soviet-works: «ΑΙ ΕΡΓΑ ΣΟΒΙΕΤ ΑΠΟ ΤΟ ΚΟΙΝΟΥ» <box>619 437 773 448</box>
article-bari-oil-p2: ΜΠΑΡΙ, 26. (Ρόϊτερ). Τὰ λιμενικὰ πλοῖα ἐργάζονται διὰ νὰ περιορίσουν τὴν ἐξάπλωσιν τοῦ πετρελαίου εἰς τὸν λιμένα. <box>421 1043 598 1075</box>
article-patriarch <box>615 1299 952 1409</box>
article-papandreou-p6: Ὁ πρωθυπουργὸς κ. Παρασκευόπουλος συνεκάλεσε χθὲς τὴν ἐπιτροπὴν ἐπὶ τῶν ὑποθέσεων τῶν Ἐξωτερικῶν καὶ ἀνέλυσε τὰ τελευταῖα γεγονότα. ΛΕΥΚΩΣΙΑ, 26. (Ἰδιαιτέρα Ὑπηρεσία). Ὁ Ἀρχιεπίσκοπος Μακάριος ἐδήλωσεν ὅτι τὰ ὅπλα δὲν θὰ παραδοθοῦν. <box>228 601 408 666</box>
article-aurore-p3: ΠΑΡΙΣΙΟΙ, 26. (Α.Π.). — Ἡ ἐφημερὶς «Ὡρὸρ» γράφει ὅτι ἐν Ἑλλάδι ὑπάρχει κίνδυνος ἐπεμβάσεως τοῦ στρατοῦ καὶ ὑπαινίσσεται τὴν ἐπάνοδον τοῦ κ. Καραμανλῆ. <box>788 993 952 1049</box>
divider <box>970 1076 1156 1077</box>
article-passengers <box>40 1261 408 1349</box>
article-ministries-p2: Ἀνακοινοῦται ὅτι κατὰ τὰς ἑορτὰς θὰ διατεθῆ κοινὸν ἔπαθλον εἰς τὰ ὑπουργεῖα. <box>970 1397 1156 1419</box>
article-bari-oil-p1: ΜΠΑΡΙ, 26. (Ρόϊτερ). Τὰ λιμενικὰ πλοῖα ἐργάζονται διὰ νὰ περιορίσουν τὴν ἐξάπλωσιν τοῦ πετρελαίου εἰς τὸν λιμένα. <box>421 1010 598 1043</box>
article-trials <box>970 1277 1156 1321</box>
article-traffic-deaths-p1: Κατὰ τὴν διάρκειαν τοῦ τριημέρου τῶν ἑορτῶν ἐσημειώθησαν πέντε θανατηφόρα δυστυχήματα, ἐνῷ ἐτραυματίσθησαν 15 ἄτομα. <box>1167 996 1351 1029</box>
article-papandreou-p4: Ὁ πρωθυπουργὸς κ. Παρασκευόπουλος συνεκάλεσε χθὲς τὴν ἐπιτροπὴν ἐπὶ τῶν ὑποθέσεων τῶν Ἐξωτερικῶν καὶ ἀνέλυσε τὰ τελευταῖα γεγονότα. ΛΕΥΚΩΣΙΑ, 26. (Ἰδιαιτέρα Ὑπηρεσία). Ὁ Ἀρχιεπίσκοπος Μακάριος ἐδήλωσεν ὅτι τὰ ὅπλα δὲν θὰ παραδοθοῦν. <box>40 764 220 829</box>
article-red-guards-p1: ΜΟΣΧΑ, 26. (Ἰδ. υπ.). — Οἱ «Ἐρυθροὶ Φρουροὶ» ζητοῦν τὴν ἄμεσον καθαίρεσιν τοῦ προέδρου τῆς Κίνας Λιοῦ Σάο Τσὶ, τὸν ὁποῖον χαρακτηρίζουν ὡς ρεβιζιονιστήν. Ἡ ἐφημερὶς τῶν φρουρῶν δημοσιεύει ἄρθρον καλοῦσα τοὺς γνησίους ἐπαναστάτας νὰ συλλαμβάνουν τοὺς ἐχθροὺς τοῦ Μάο. <box>421 752 600 829</box>
column-rule-2 <box>1162 123 1164 2309</box>
article-shipwreck-p6: Ἐξ ἀνάγκης, κατόπιν ἀπόφασεως τοῦ ὑπουργοῦ κ. Βολωγιάννη, ἐπισπεύδονται αἱ ἀνακρίσεις διὰ τὴν ἐξακρίβωσιν τῶν αἰτίων τοῦ ναυαγίου. Ἰταλικὸν σκάφος ἐβύθισε πετρελαιοκίνητον πλοῖον εἰς τὴν Πάτραν. <box>228 1576 408 1631</box>
article-lawyers-p1: Ἡ Ἕνωσις Δημοκρατικῶν Δικηγόρων καλεῖ τὰ μέλη της εἰς συγκέντρωσιν σήμερον. <box>970 1473 1156 1495</box>
subhead-red-guards: «ΠΑΣ ΓΝΗΣΙΟΣ ΕΠΑΝΑΣΤΑΤΗΣ ΕΧΕΙ ΚΑΘΗΚΟΝ ΝΑ ΣΥΛΛΑΜΒΑΝΗ ΤΟΥΣ ΕΧΘΡΟΥΣ ΤΟΥ ΜΑΟ». — ΑΥΤΟΚΡΙΤΙΚΑΙ ΤΥΠΟΥ ΜΠΟΥΧΑΡΙΝ ΚΑΙ ΡΑΝΤΕΚ <box>430 722 1147 748</box>
article-traffic-deaths-p3: Κατὰ τὴν διάρκειαν τοῦ τριημέρου τῶν ἑορτῶν ἐσημειώθησαν πέντε θανατηφόρα δυστυχήματα, ἐνῷ ἐτραυματίσθησαν 15 ἄτομα. <box>1167 1063 1351 1095</box>
divider <box>421 1190 598 1191</box>
article-shipwreck-p1: Ἐξ ἀνάγκης, κατόπιν ἀπόφασεως τοῦ ὑπουργοῦ κ. Βολωγιάννη, ἐπισπεύδονται αἱ ἀνακρίσεις διὰ τὴν ἐξακρίβωσιν τῶν αἰτίων τοῦ ναυαγίου. Ἰταλικὸν σκάφος ἐβύθισε πετρελαιοκίνητον πλοῖον εἰς τὴν Πάτραν. <box>40 1429 220 1484</box>
article-areios-pagos-p6: Ἡ Ὁλομέλεια τοῦ Ἀρείου Πάγου θὰ συζητήση τὴν 12ην Ἰανουαρίου 1967 ἐπὶ τῆς συνταγματικότητος τοῦ ἰσχύοντος ἐνοικιοστασίου. Τὸ Ἐφετεῖον Ἀθηνῶν ἀπεφάνθη ὅτι ὁ νόμος εἶναι ἀντισυνταγματικὸς καὶ ἡ μείωσις τῶν μισθωμάτων δὲν ἰσχύει. Ἡ ἀπόφασις ἀναμένεται μὲ ἐνδιαφέρον ὑπὸ τῶν ἰδιοκτητῶν καὶ τῶν ἐνοικιαστῶν. <box>228 1118 408 1206</box>
article-trials-p2: ΠΑΡΙΣΙ, 26. (Α.Π.). — Ἡ γαλλικὴ ἐφημερὶς γράφει διὰ τὰς δίκας Λαμπράκη καὶ Ἀσπίδα. <box>970 1299 1156 1321</box>
divider <box>421 624 1156 626</box>
article-floods-p3: ΘΕΣΣΑΛΟΝΙΚΗ, 26. (Τοῦ ἀνταποκριτοῦ μας). — Ἡ σιδηροδρομικὴ συγκοινωνία διεκόπη λόγῳ πλημμυρῶν. <box>40 1851 220 1885</box>
divider <box>40 1891 220 1892</box>
column-rule-inner-2 <box>960 1249 962 1799</box>
article-red-guards-p5: ΜΟΣΧΑ, 26. (Ἰδ. υπ.). — Οἱ «Ἐρυθροὶ Φρουροὶ» ζητοῦν τὴν ἄμεσον καθαίρεσιν τοῦ προέδρου τῆς Κίνας Λιοῦ Σάο Τσὶ, τὸν ὁποῖον χαρακτηρίζουν ὡς ρεβιζιονιστήν. Ἡ ἐφημερὶς τῶν φρουρῶν δημοσιεύει ἄρθρον καλοῦσα τοὺς γνησίους ἐπαναστάτας νὰ συλλαμβάνουν τοὺς ἐχθροὺς τοῦ Μάο. <box>792 752 1156 883</box>
headline-railcar: ΑΥΤΟΚΙΝΗΤΑΜΑΞΑ ΤΩΝ ΣΕΚ ΕΞΕΤΡΟΧΙΑΣΘΗ ΠΛΗΣΙΟΝ ΤΗΣ ΚΟΡΙΝΘΟΥ <box>228 1735 408 1783</box>
article-quake-achaia <box>970 1559 1156 1581</box>
article-traffic-deaths-p4: Κατὰ τὴν διάρκειαν τοῦ τριημέρου τῶν ἑορτῶν ἐσημειώθησαν πέντε θανατηφόρα δυστυχήματα, ἐνῷ ἐτραυματίσθησαν 15 ἄτομα. <box>1167 1095 1351 1128</box>
article-german-govt <box>1167 809 1543 919</box>
divider <box>421 1082 598 1083</box>
subhead-opla: ΠΑΛΙΝ ΤΑ ΟΠΛΑ <box>94 605 165 616</box>
headline-meningitis: ΚΡΟΥΣΜΑ ΜΗΝΙΓΓΙΤΙΔΟΣ ΕΙΣ ΛΕΥΚΑΔΑ ΚΑΙ ΠΥΡΓΟΝ <box>439 1349 580 1374</box>
article-quake-turkey-p1: ΚΩΝ/ΠΟΛΙΣ, 26. (Γαλλ. Πρακτ.). — Ἰσχυρὸς σεισμὸς ἐσημειώθη εἰς τὴν ἀνατολικὴν Τουρκίαν. <box>970 1623 1156 1644</box>
subhead-cancelled-interview: ΕΜΑΤΑΙΩΘΗ Η ΣΥΝΕΝΤΕΥΞΙΣ <box>632 601 759 611</box>
article-lunar-info <box>1167 506 1543 572</box>
divider <box>1167 709 1543 711</box>
headline-trials: ΔΙΑ ΤΑΣ ΔΙΚΑΣ ΛΑΜΠΡΑΚΗ ΚΑΙ ΑΣΠΙΔΑ <box>973 1247 1153 1274</box>
subhead-tanker: ΙΤΑΛΙΚΟΝ ΠΕΤΡΟΛΙΟΦΟΡΟΝ ΕΒΥΘΙΣΕ ΠΕΤΡΕΛΑΙΟΚΙΝΗΤΟΝ <box>47 1543 213 1567</box>
article-patriarch-p4: ΚΩΝ/ΠΟΛΙΣ, 26. (Ἰδ. υπ.). — Ὁ Οἰκουμενικὸς Πατριάρχης Ἀθηναγόρας ἐξέφρασε τὴν βαθεῖαν ἱκανοποίησίν του διὰ τὸ μήνυμα τοῦ Τούρκου ἰμάμη ἐπὶ τῇ εὐκαιρίᾳ τῶν ἑορτῶν. <box>788 1353 952 1409</box>
article-traffic-deaths-p7: Κατὰ τὴν διάρκειαν τοῦ τριημέρου τῶν ἑορτῶν ἐσημειώθησαν πέντε θανατηφόρα δυστυχήματα, ἐνῷ ἐτραυματίσθησαν 15 ἄτομα. <box>1359 1063 1543 1095</box>
article-red-guards-p2: ΜΟΣΧΑ, 26. (Ἰδ. υπ.). — Οἱ «Ἐρυθροὶ Φρουροὶ» ζητοῦν τὴν ἄμεσον καθαίρεσιν τοῦ προέδρου τῆς Κίνας Λιοῦ Σάο Τσὶ, τὸν ὁποῖον χαρακτηρίζουν ὡς ρεβιζιονιστήν. Ἡ ἐφημερὶς τῶν φρουρῶν δημοσιεύει ἄρθρον καλοῦσα τοὺς γνησίους ἐπαναστάτας νὰ συλλαμβάνουν τοὺς ἐχθροὺς τοῦ Μάο. <box>421 752 785 883</box>
article-red-guards-p6: ΜΟΣΧΑ, 26. (Ἰδ. υπ.). — Οἱ «Ἐρυθροὶ Φρουροὶ» ζητοῦν τὴν ἄμεσον καθαίρεσιν τοῦ προέδρου τῆς Κίνας Λιοῦ Σάο Τσὶ, τὸν ὁποῖον χαρακτηρίζουν ὡς ρεβιζιονιστήν. Ἡ ἐφημερὶς τῶν φρουρῶν δημοσιεύει ἄρθρον καλοῦσα τοὺς γνησίους ἐπαναστάτας νὰ συλλαμβάνουν τοὺς ἐχθροὺς τοῦ Μάο. <box>978 807 1156 884</box>
article-railcar-p1: ΚΟΡΙΝΘΟΣ, 26. (Τοῦ ἀνταποκριτοῦ μας). — Αὐτοκινητάμαξα τῶν ΣΕΚ ἐξετροχιάσθη. <box>228 1786 408 1808</box>
article-shipwreck-p4: Ἐξ ἀνάγκης, κατόπιν ἀπόφασεως τοῦ ὑπουργοῦ κ. Βολωγιάννη, ἐπισπεύδονται αἱ ἀνακρίσεις διὰ τὴν ἐξακρίβωσιν τῶν αἰτίων τοῦ ναυαγίου. Ἰταλικὸν σκάφος ἐβύθισε πετρελαιοκίνητον πλοῖον εἰς τὴν Πάτραν. <box>228 1445 408 1501</box>
article-tzanetis-p4: Ὁ ὑπουργὸς Δημοσίας Τάξεως κ. Τζανέτης ἐζήτησε τὴν ἀποφυγὴν ἀναμίξεως τῶν ἀστυνομικῶν ὀργάνων εἰς τὴν πολιτικὴν διαμάχην. <box>1359 1213 1543 1256</box>
article-cold-deaths-p1: ΘΕΣΣΑΛΟΝΙΚΗ, 26. (Τοῦ ἀνταποκριτοῦ μας). — Δύο ἄτομα ἀπέθανον ἐκ τοῦ ψύχους εἰς τὴν περιοχὴν τῆς Μακεδονίας. <box>40 1666 220 1699</box>
article-traffic-deaths-p2: Κατὰ τὴν διάρκειαν τοῦ τριημέρου τῶν ἑορτῶν ἐσημειώθησαν πέντε θανατηφόρα δυστυχήματα, ἐνῷ ἐτραυματίσθησαν 15 ἄτομα. <box>1167 1029 1351 1063</box>
article-traffic-deaths <box>1167 997 1543 1146</box>
article-storms-ocean-p2: Ὁ «Λοῦνα 13» προσεδαφίσθη εἰς τὴν περιοχὴν τοῦ «Ὠκεανοῦ τῶν Καταιγίδων», ἡ ὁποία εἶναι βραχώδης καὶ ἄνυδρος. <box>1167 653 1351 686</box>
headline-german-govt: ΣΤΟΧΟΣ ΤΗΣ ΝΕΑΣ ΓΕΡΜΑΝΙΚΗΣ ΚΥΒΕΡΝΗΣΕΩΣ ΕΙΝΑΙ Η ΔΙΕΥΡΥΝΣΙΣ ΤΗΣ ΦΙΛΙΑΣ ΓΕΡΜΑΝΙΑΣ ΚΑΙ ΓΑΛΛΙΑΣ <box>1168 715 1542 777</box>
article-german-govt-p3: ΡΕΚΛΙΝΓΚΧΑΟΥΖΕΝ (Βεστφαλία), 26. (Α.Π.). — Ὁ καγκελλάριος Κουρτ Γκέοργκ Κίζινγκερ ἐδήλωσεν ὅτι στόχος τῆς νέας κυβερνήσεως εἶναι ἡ διεύρυνσις τῆς φιλίας μεταξὺ Γερμανίας καὶ Γαλλίας. <box>1359 809 1543 864</box>
article-murder <box>228 1882 408 1925</box>
floods-block <box>40 1735 220 1993</box>
headline-passengers: ΚΑΤΑ 20% ΜΕΙΩΜΕΝΗ ΕΦΕΤΟΣ Η ΚΙΝΗΣΙΣ ΕΠΙΒΑΤΩΝ ΕΙΣ ΤΑ ΑΚΤΟΠΛΟΪΚΑ ΣΚΑΦΗ <box>43 1219 405 1258</box>
article-kosygin-p3: ΚΩΝΣΤΑΝΤΙΝΟΥΠΟΛΙΣ, 26. (Ἰδιαιτέρα Ὑπηρεσία). Ἐξ ὅτι τέλος μὲς ἐπιτυχίαν ἀντιμέτως χαρακτηρίζεται ὑπὸ τῶν ἐντοπίων παρατηρητῶν ἡ σημερινὴ ἐπίσκεψις τοῦ πρωθυπουργοῦ τῆς Σοβιετικῆς Ἑνώσεως κ. Κοσύγκιν εἰς τὴν Τουρκίαν. Τὸ γεγονὸς ὅτι ἡ Ρώσσος ἀρχηγὸς ἐματαίωσε τὴν συνέντευξίν του πρὸς τοὺς δημοσιογράφους ἐδόθη ὡς ἕνδειξις ὅτι αἱ συνομιλίαι δὲν ἀπέδωσαν τὰ ἀναμενόμενα ἀποτελέσματα. Τὸ μόνον συγκεκριμένον ἀποτέλεσμα εἶναι ἡ συμφωνία διὰ τὴν χρηματοδότησιν τεχνικῶν ἔργων εἰς τὴν Τουρκίαν. <box>606 453 785 596</box>
article-areios-pagos-p3: Ἡ Ὁλομέλεια τοῦ Ἀρείου Πάγου θὰ συζητήση τὴν 12ην Ἰανουαρίου 1967 ἐπὶ τῆς συνταγματικότητος τοῦ ἰσχύοντος ἐνοικιοστασίου. Τὸ Ἐφετεῖον Ἀθηνῶν ἀπεφάνθη ὅτι ὁ νόμος εἶναι ἀντισυνταγματικὸς καὶ ἡ μείωσις τῶν μισθωμάτων δὲν ἰσχύει. Ἡ ἀπόφασις ἀναμένεται μὲ ἐνδιαφέρον ὑπὸ τῶν ἰδιοκτητῶν καὶ τῶν ἐνοικιαστῶν. <box>40 1118 220 1206</box>
divider <box>40 836 408 838</box>
article-cold-deaths-p3: ΘΕΣΣΑΛΟΝΙΚΗ, 26. (Τοῦ ἀνταποκριτοῦ μας). — Δύο ἄτομα ἀπέθανον ἐκ τοῦ ψύχους εἰς τὴν περιοχὴν τῆς Μακεδονίας. <box>228 1677 408 1710</box>
article-shipwreck-p2: Ἐξ ἀνάγκης, κατόπιν ἀπόφασεως τοῦ ὑπουργοῦ κ. Βολωγιάννη, ἐπισπεύδονται αἱ ἀνακρίσεις διὰ τὴν ἐξακρίβωσιν τῶν αἰτίων τοῦ ναυαγίου. Ἰταλικὸν σκάφος ἐβύθισε πετρελαιοκίνητον πλοῖον εἰς τὴν Πάτραν. <box>40 1484 220 1538</box>
article-shipwreck <box>40 1430 408 1631</box>
article-shipwreck-p3: Ἐξ ἀνάγκης, κατόπιν ἀπόφασεως τοῦ ὑπουργοῦ κ. Βολωγιάννη, ἐπισπεύδονται αἱ ἀνακρίσεις διὰ τὴν ἐξακρίβωσιν τῶν αἰτίων τοῦ ναυαγίου. Ἰταλικὸν σκάφος ἐβύθισε πετρελαιοκίνητον πλοῖον εἰς τὴν Πάτραν. <box>40 1572 220 1627</box>
article-lunar-info-p3: Ὁ καθηγητὴς Λιούπατκιν ἐδήλωσεν ὅτι τὸ σοβιετικὸν διαστημόπλοιον ἀποστέλλει πολυτίμους πληροφορίας διὰ τὴν μελλοντικὴν προσσελήνωσιν ἀνθρώπων. <box>1359 526 1543 570</box>
article-tzanetis-p1: Ὁ ὑπουργὸς Δημοσίας Τάξεως κ. Τζανέτης ἐζήτησε τὴν ἀποφυγὴν ἀναμίξεως τῶν ἀστυνομικῶν ὀργάνων εἰς τὴν πολιτικὴν διαμάχην. <box>1167 1213 1351 1256</box>
article-floods-p2: ΘΕΣΣΑΛΟΝΙΚΗ, 26. (Τοῦ ἀνταποκριτοῦ μας). — Ἡ σιδηροδρομικὴ συγκοινωνία διεκόπη λόγῳ πλημμυρῶν. <box>40 1818 220 1851</box>
article-tzanetis <box>1167 1213 1543 1345</box>
article-us-aid-p1: ΜΠΑΡΙ, 26. (Ρόϊτερ). Τὰ λιμενικὰ πλοῖα ἐργάζονται διὰ νὰ περιορίσουν τὴν ἐξάπλωσιν τοῦ πετρελαίου εἰς τὸν λιμένα. <box>421 1118 598 1152</box>
divider <box>1167 925 1543 927</box>
bottom-split-left <box>40 1735 408 1993</box>
article-nafplio-p2: ΝΑΥΠΛΙΟΝ, 26. (Τοῦ ἀνταποκριτοῦ μας). — Ὁ δήμαρχος Ναυπλίου ἐξέφρασε τὰς εὐχαριστίας του. <box>40 1959 220 1992</box>
headline-quake-achaia: ΕΛΑΦΡΑ ΣΕΙΣΜΙΚΗ ΔΟΝΗΣΙΣ ΕΙΣ ΑΧΑΪΑΝ <box>970 1529 1156 1556</box>
article-passengers-p2: Συμφώνως πρὸς πληροφορίας καταγγελθείσας ὑπὸ τῶν ἀκτοπλόων, ἡ κίνησις ἐπιβατῶν κατὰ τὸ τρέχον ἔτος παρουσιάζει μείωσιν κατὰ 20% ἐν συγκρίσει πρὸς τὸ παρελθόν. <box>40 1305 220 1348</box>
subhead-luna: ΔΕΝ ΥΠΑΡΧΕΙ ΣΤΡΩΜΑ ΚΟΝΕΩΣ.— ΠΡΟΣΤΟΙΜΑΣΙΑ ΔΙΑ ΤΗΝ ΑΠΟΣΤΟΛΗΝ ΑΣΤΡΟΝΑΥΤΩΝ <box>1225 294 1543 320</box>
headline-tzanetis: ΑΠΟΦΥΓΗΝ ΑΝΑΜΙΞΕΩΣ ΤΩΝ ΑΣΤΥΝΟΜΙΚΩΝ ΟΡΓΑΝΩΝ ΕΙΣ ΤΗΝ ΠΟΛΙΤΙΚΗΝ ΔΙΑΜΑΧΗΝ, ΖΗΤΕΙ Ο κ. ΤΖΑΝΕΤΗΣ <box>1180 1158 1531 1209</box>
divider <box>970 1587 1156 1588</box>
article-red-guards-p4: ΜΟΣΧΑ, 26. (Ἰδ. υπ.). — Οἱ «Ἐρυθροὶ Φρουροὶ» ζητοῦν τὴν ἄμεσον καθαίρεσιν τοῦ προέδρου τῆς Κίνας Λιοῦ Σάο Τσὶ, τὸν ὁποῖον χαρακτηρίζουν ὡς ρεβιζιονιστήν. Ἡ ἐφημερὶς τῶν φρουρῶν δημοσιεύει ἄρθρον καλοῦσα τοὺς γνησίους ἐπαναστάτας νὰ συλλαμβάνουν τοὺς ἐχθροὺς τοῦ Μάο. <box>792 752 971 829</box>
divider <box>40 1212 408 1214</box>
article-lunar-info-p2: Ὁ καθηγητὴς Λιούπατκιν ἐδήλωσεν ὅτι τὸ σοβιετικὸν διαστημόπλοιον ἀποστέλλει πολυτίμους πληροφορίας διὰ τὴν μελλοντικὴν προσσελήνωσιν ἀνθρώπων. <box>1167 505 1543 570</box>
headline-vietnam: ΕΠΑΝΕΛΗΦΘΗΣΑΝ ΑΙ ΕΠΙΧΕΙΡΗΣΕΙΣ ΕΙΣ ΤΟ ΒΙΕΤΝΑΜ ΜΕΤΑ ΤΗΝ ΛΗΞΙΝ ΤΗΣ ΕΚΕΧΕΙΡΙΑΣ ΤΩΝ ΧΡΙΣΤΟΥΓΕΝΝΩΝ <box>652 1423 914 1546</box>
headline-repatriation: ΕΠΑΝΕΠΑΤΡΙΣΘΗΣΑΝ 252 ΠΟΛΙΤΙΚΟΙ ΦΥΓΑΔΕΣ ΑΠΟ ΤΗΝ ΣΟΒ. ΡΩΣΙΑΝ <box>422 1198 597 1236</box>
divider <box>421 1279 598 1280</box>
article-nafplio-p1: ΝΑΥΠΛΙΟΝ, 26. (Τοῦ ἀνταποκριτοῦ μας). — Ὁ δήμαρχος Ναυπλίου ἐξέφρασε τὰς εὐχαριστίας του. <box>40 1926 220 1959</box>
masthead-left: ΤΡΙΤΗ 27 ΔΕΚΕΜΒΡΙΟΥ 1966 ΣΕΛΙΣ 8 ΓΡΑΦΕΙΑ: ΕΛΕΥΘΕΡΙΟΥ ΒΕΝΙΖΕΛΟΥ 20 <box>40 97 476 111</box>
article-suicides-p2: ΠΡΑΓΑ, 26. (ΑΝΣΑ). — Ὡς ἐξεδηλώθη ὑπὸ τῶν ἀρμοδίων, ὁ ἀριθμὸς τῶν αὐτοκτονιῶν εἰς τὴν Τσεχοσλοβακίαν εἶναι ἀπὸ τοὺς μεγαλυτέρους τοῦ κόσμου. <box>970 1026 1156 1070</box>
article-vietnam-p5: ΣΑΪΓΚΩΝ, 26. (Ἰδ. υπ.). — Αἱ ἐπιχειρήσεις ἐπανελήφθησαν εἰς τὸ Βιετνὰμ μετὰ τὴν λῆξιν τῆς ἐκεχειρίας τῶν Χριστουγέννων. Ἀμερικανικὰ ἀεροπλάνα ἐβομβάρδισαν στόχους εἰς τὸ Βόρειον Βιετνάμ. <box>788 1667 952 1732</box>
article-papandreou <box>40 524 408 830</box>
article-repatriation-p1: ΜΠΑΡΙ, 26. (Ρόϊτερ). Τὰ λιμενικὰ πλοῖα ἐργάζονται διὰ νὰ περιορίσουν τὴν ἐξάπλωσιν τοῦ πετρελαίου εἰς τὸν λιμένα. <box>421 1240 598 1272</box>
article-red-guards-p3: ΜΟΣΧΑ, 26. (Ἰδ. υπ.). — Οἱ «Ἐρυθροὶ Φρουροὶ» ζητοῦν τὴν ἄμεσον καθαίρεσιν τοῦ προέδρου τῆς Κίνας Λιοῦ Σάο Τσὶ, τὸν ὁποῖον χαρακτηρίζουν ὡς ρεβιζιονιστήν. Ἡ ἐφημερὶς τῶν φρουρῶν δημοσιεύει ἄρθρον καλοῦσα τοὺς γνησίους ἐπαναστάτας νὰ συλλαμβάνουν τοὺς ἐχθροὺς τοῦ Μάο. <box>606 774 785 851</box>
headline-red-guards: «ΕΡΥΘΡΟΙ ΦΡΟΥΡΟΙ» ΖΗΤΟΥΝ ΑΜΕΣΟΝ ΚΑΘΑΙΡΕΣΙΝ ΤΟΥ ΠΡΟΕΔΡΟΥ ΤΗΣ ΚΙΝΑΣ ΩΣ ΡΕΒΙΖΙΟΝΙΣΤΟΥ <box>450 629 1127 721</box>
subhead-civilians: ΕΘΝΕΥΕΛΙΣΘΗ ΑΜΑΧΟΙ <box>818 1651 921 1662</box>
center-lower-left <box>421 899 598 1800</box>
patriarch-block <box>615 1249 952 1799</box>
article-papandreou-p5: Ο ΑΡΧΗΓΟΣ τῆς Ἑνώσεως Κέντρου κ. Γ. Παπανδρέου ἐρωτηθεὶς ἐπὶ τῶν ἀναγγελθεισῶν εἰς Λευκωσίαν ἐπαφῶν καὶ διαβουλεύσεων μεταξὺ τῶν ἐνδιαφερομένων πλευρῶν, ἀπήντησεν ὅτι ἡ Κυβέρνησις ὀφείλει νὰ ἀναλάβη τὰς εὐθύνας της διὰ τὴν πορείαν τοῦ Κυπριακοῦ. <box>228 523 408 601</box>
article-papandreou-p1: Ο ΑΡΧΗΓΟΣ τῆς Ἑνώσεως Κέντρου κ. Γ. Παπανδρέου ἐρωτηθεὶς ἐπὶ τῶν ἀναγγελθεισῶν εἰς Λευκωσίαν ἐπαφῶν καὶ διαβουλεύσεων μεταξὺ τῶν ἐνδιαφερομένων πλευρῶν, ἀπήντησεν ὅτι ἡ Κυβέρνησις ὀφείλει νὰ ἀναλάβη τὰς εὐθύνας της διὰ τὴν πορείαν τοῦ Κυπριακοῦ. <box>40 523 220 601</box>
article-tzanetis-p2: Ὁ ὑπουργὸς Δημοσίας Τάξεως κ. Τζανέτης ἐζήτησε τὴν ἀποφυγὴν ἀναμίξεως τῶν ἀστυνομικῶν ὀργάνων εἰς τὴν πολιτικὴν διαμάχην. <box>1167 1256 1351 1300</box>
article-tzanetis-p5: Ὁ ὑπουργὸς Δημοσίας Τάξεως κ. Τζανέτης ἐζήτησε τὴν ἀποφυγὴν ἀναμίξεως τῶν ἀστυνομικῶν ὀργάνων εἰς τὴν πολιτικὴν διαμάχην. <box>1359 1256 1543 1300</box>
article-police-directors-p2: ΜΠΑΡΙ, 26. (Ρόϊτερ). Τὰ λιμενικὰ πλοῖα ἐργάζονται διὰ νὰ περιορίσουν τὴν ἐξάπλωσιν τοῦ πετρελαίου εἰς τὸν λιμένα. <box>421 1486 598 1519</box>
divider <box>40 1355 408 1357</box>
article-luna-p3: ΜΟΣΧΑ, 26. ΜΗΧΑΝΙΚΟΙ βραχίονες μὲ τοὺς ὁποίους ἐφοδιάσθη τὸ σοβιετικὸν διαστημόπλοιον «Λοῦνα 13» ἐξετάζουν τὴν στερεότητα τοῦ ἐδάφους τῆς Σελήνης. Αἱ φωτογραφίαι ἀπέδειξαν ὅτι δὲν ὑπάρχει στρῶμα κόνεως ἐπὶ τῆς ἐπιφανείας. <box>1359 324 1543 389</box>
article-traffic-deaths-p8: Κατὰ τὴν διάρκειαν τοῦ τριημέρου τῶν ἑορτῶν ἐσημειώθησαν πέντε θανατηφόρα δυστυχήματα, ἐνῷ ἐτραυματίσθησαν 15 ἄτομα. <box>1359 1095 1543 1128</box>
headline-luna: Ἡ «Λοῦνα» ψηλαφεῖ μὲ βραχίονας μηχανικοὺς τὴν στερεότητα τοῦ ἐδάφους ἐπὶ τῆς Σελήνης <box>1167 123 1543 291</box>
divider <box>970 1328 1156 1329</box>
subhead-german-govt: ΜΕΤΡΑ ΥΠΕΡ ΤΗΣ ΥΦΕΣΕΩΣ ΕΙΣ ΤΑΣ ΣΧΕΣΕΙΣ ΜΕ ΤΑΣ ΑΝΑΤΟΛΙΚΑΣ ΧΩΡΑΣ <box>1188 780 1543 805</box>
article-storms-ocean-p3: Ὁ «Λοῦνα 13» προσεδαφίσθη εἰς τὴν περιοχὴν τοῦ «Ὠκεανοῦ τῶν Καταιγίδων», ἡ ὁποία εἶναι βραχώδης καὶ ἄνυδρος. <box>1359 619 1543 653</box>
article-murder-p1: ΠΑΤΡΑΙ, 26. — Δεκαεπταετὴς νέος ἐφόνευσε τρία ἄτομα. <box>228 1881 408 1903</box>
divider <box>970 1426 1156 1427</box>
article-murder-p2: ΠΑΤΡΑΙ, 26. — Δεκαεπταετὴς νέος ἐφόνευσε τρία ἄτομα. <box>228 1904 408 1925</box>
article-areios-pagos-p4: Ἡ Ὁλομέλεια τοῦ Ἀρείου Πάγου θὰ συζητήση τὴν 12ην Ἰανουαρίου 1967 ἐπὶ τῆς συνταγματικότητος τοῦ ἰσχύοντος ἐνοικιοστασίου. Τὸ Ἐφετεῖον Ἀθηνῶν ἀπεφάνθη ὅτι ὁ νόμος εἶναι ἀντισυνταγματικὸς καὶ ἡ μείωσις τῶν μισθωμάτων δὲν ἰσχύει. Ἡ ἀπόφασις ἀναμένεται μὲ ἐνδιαφέρον ὑπὸ τῶν ἰδιοκτητῶν καὶ τῶν ἐνοικιαστῶν. <box>228 943 408 1030</box>
headline-lawyers: ΣΥΓΚΕΝΤΡΩΣΙΣ ΔΗΜΟΚΡΑΤΙΚΩΝ ΔΙΚΗΓΟΡΩΝ ΣΗΜΕΡΟΝ <box>977 1431 1149 1470</box>
column-rule-1 <box>414 123 416 2309</box>
headline-resignation: ΠΑΡΗΤΗΘΗ Ο Κ. Φ. ΠΟΛΙΤΟΠΟΥΛΟΣ <box>422 1286 597 1298</box>
headline-murder: 17ΕΤΗΣ ΕΦΟΝΕΥΣΕ ΤΡΙΑ ΑΤΟΜΑ ΔΙΑ ΤΟΝ ΕΦΗΒΕΡΟΝ <box>228 1843 408 1878</box>
